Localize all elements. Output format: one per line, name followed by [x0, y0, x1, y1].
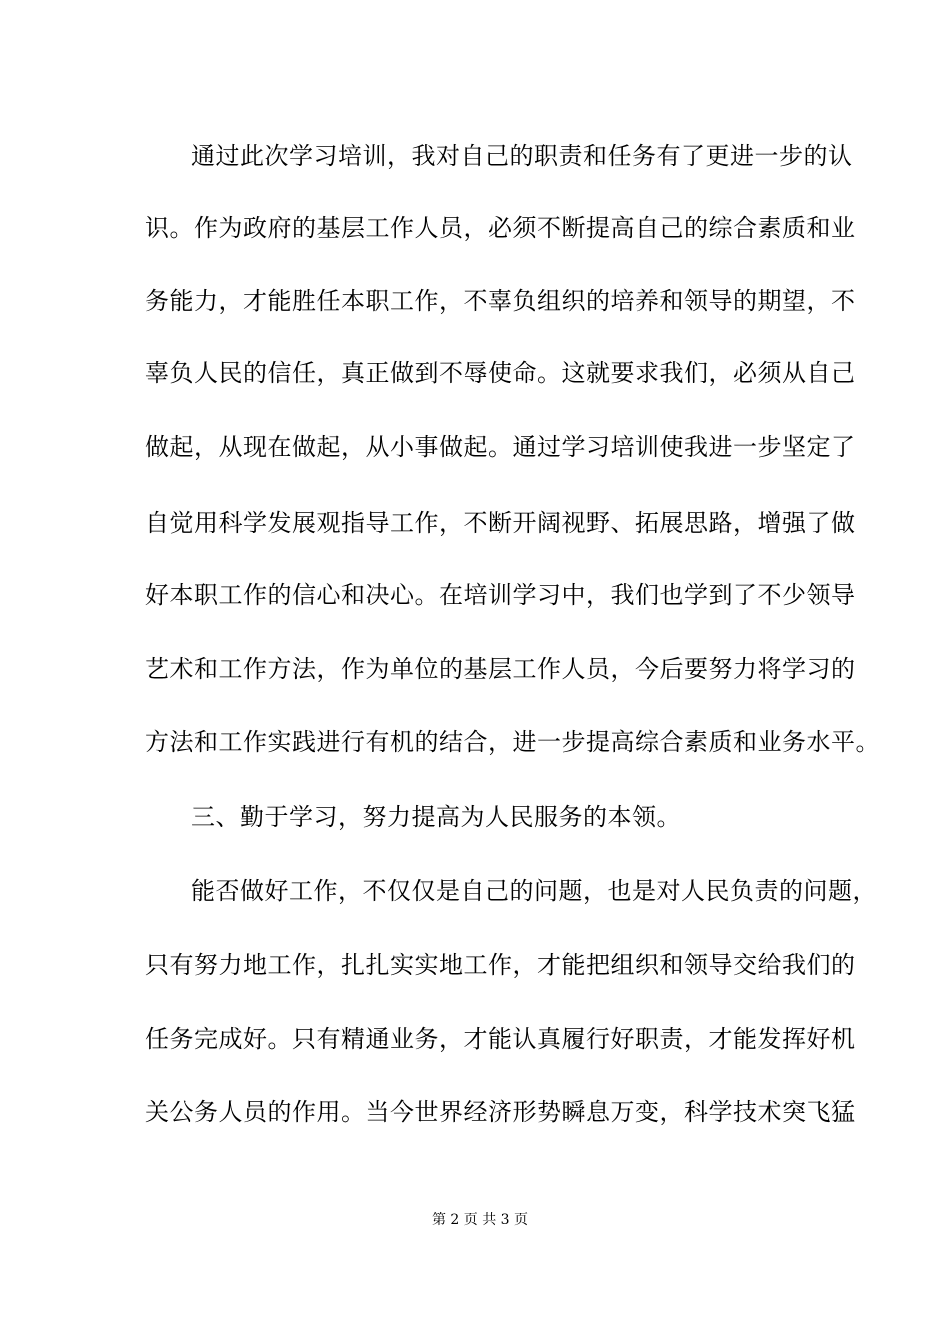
- paragraph-line: 通过此次学习培训，我对自己的职责和任务有了更进一步的认: [191, 142, 853, 170]
- paragraph-line: 只有努力地工作，扎扎实实地工作，才能把组织和领导交给我们的: [145, 951, 856, 979]
- paragraph-line: 艺术和工作方法，作为单位的基层工作人员，今后要努力将学习的: [145, 655, 856, 683]
- paragraph-line: 识。作为政府的基层工作人员，必须不断提高自己的综合素质和业: [145, 214, 856, 242]
- page-number-footer: 第 2 页 共 3 页: [431, 1212, 529, 1228]
- paragraph-line: 好本职工作的信心和决心。在培训学习中，我们也学到了不少领导: [145, 581, 856, 609]
- paragraph-line: 务能力，才能胜任本职工作，不辜负组织的培养和领导的期望，不: [145, 287, 856, 315]
- paragraph-line: 方法和工作实践进行有机的结合，进一步提高综合素质和业务水平。: [145, 728, 880, 756]
- paragraph-line: 关公务人员的作用。当今世界经济形势瞬息万变，科学技术突飞猛: [145, 1098, 856, 1126]
- section-heading: 三、勤于学习，努力提高为人民服务的本领。: [191, 803, 681, 831]
- paragraph-line: 能否做好工作，不仅仅是自己的问题，也是对人民负责的问题，: [191, 877, 877, 905]
- paragraph-line: 做起，从现在做起，从小事做起。通过学习培训使我进一步坚定了: [145, 433, 856, 461]
- paragraph-line: 辜负人民的信任，真正做到不辱使命。这就要求我们，必须从自己: [145, 359, 856, 387]
- paragraph-line: 自觉用科学发展观指导工作，不断开阔视野、拓展思路，增强了做: [145, 509, 856, 537]
- paragraph-line: 任务完成好。只有精通业务，才能认真履行好职责，才能发挥好机: [145, 1025, 856, 1053]
